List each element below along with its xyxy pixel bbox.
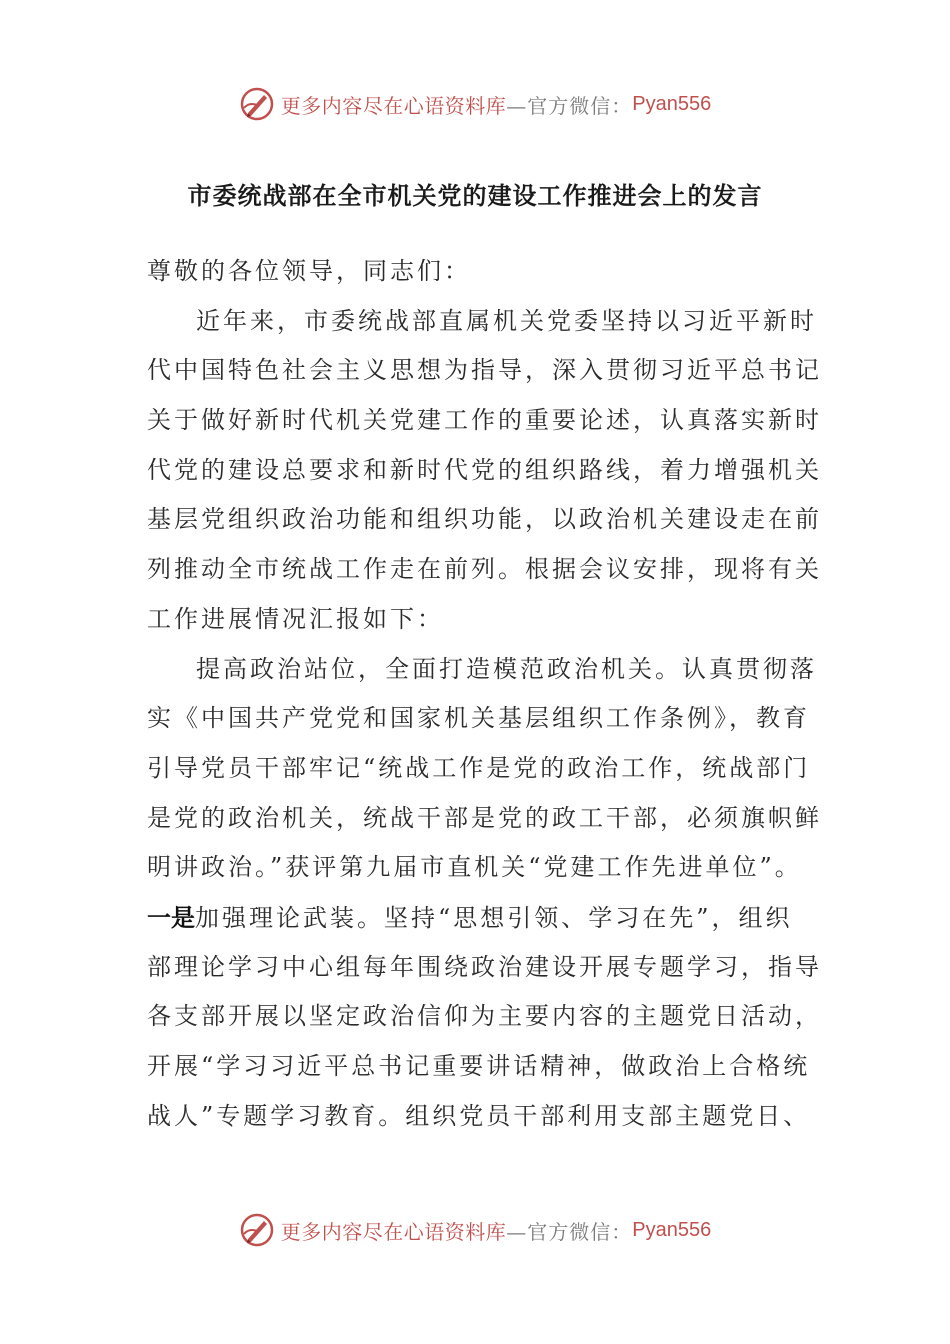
item-first-line-text: 加强理论武装。坚持“思想引领、学习在先”，组织 (195, 903, 793, 932)
document-body (147, 247, 822, 1141)
paragraph-line: 代党的建设总要求和新时代党的组织路线，着力增强机关 (147, 455, 822, 484)
paragraph-line: 近年来，市委统战部直属机关党委坚持以习近平新时 (196, 306, 817, 335)
item-label: 一是 (147, 902, 195, 932)
pen-circle-logo-icon (239, 1212, 275, 1248)
salutation: 尊敬的各位领导，同志们： (147, 257, 471, 285)
paragraph-line: 开展“学习习近平总书记重要讲话精神，做政治上合格统 (147, 1052, 811, 1080)
paragraph-line: 引导党员干部牢记“统战工作是党的政治工作，统战部门 (147, 753, 811, 782)
paragraph-line: 提高政治站位，全面打造模范政治机关。认真贯彻落 (196, 654, 817, 683)
document-title: 市委统战部在全市机关党的建设工作推进会上的发言 (187, 181, 763, 210)
banner-text-wechat: —官方微信： (506, 1219, 633, 1244)
paragraph-line: 列推动全市统战工作走在前列。根据会议安排，现将有关 (147, 555, 822, 584)
banner-text-id: Pyan556 (632, 92, 712, 115)
banner-text-main: 更多内容尽在心语资料库 (280, 93, 507, 118)
paragraph-line: 战人”专题学习教育。组织党员干部利用支部主题党日、 (147, 1101, 811, 1130)
pen-circle-logo-icon (239, 86, 275, 122)
header-watermark-banner (0, 82, 950, 126)
paragraph-line: 各支部开展以坚定政治信仰为主要内容的主题党日活动， (147, 1002, 822, 1031)
paragraph-line: 代中国特色社会主义思想为指导，深入贯彻习近平总书记 (147, 356, 822, 385)
paragraph-line: 明讲政治。”获评第九届市直机关“党建工作先进单位”。 (147, 853, 802, 882)
item-first-line (147, 893, 807, 943)
paragraph-line: 是党的政治机关，统战干部是党的政工干部，必须旗帜鲜 (147, 803, 822, 832)
paragraph-line: 基层党组织政治功能和组织功能，以政治机关建设走在前 (147, 505, 822, 534)
paragraph-line: 部理论学习中心组每年围绕政治建设开展专题学习，指导 (147, 952, 822, 981)
banner-text-main: 更多内容尽在心语资料库 (280, 1219, 507, 1244)
paragraph-line: 实《中国共产党党和国家机关基层组织工作条例》，教育 (147, 704, 810, 733)
paragraph-line: 工作进展情况汇报如下： (147, 604, 444, 633)
footer-watermark-banner (0, 1208, 950, 1252)
banner-text-wechat: —官方微信： (506, 93, 633, 118)
paragraph-line: 关于做好新时代机关党建工作的重要论述，认真落实新时 (147, 406, 822, 435)
banner-text-id: Pyan556 (632, 1218, 712, 1241)
